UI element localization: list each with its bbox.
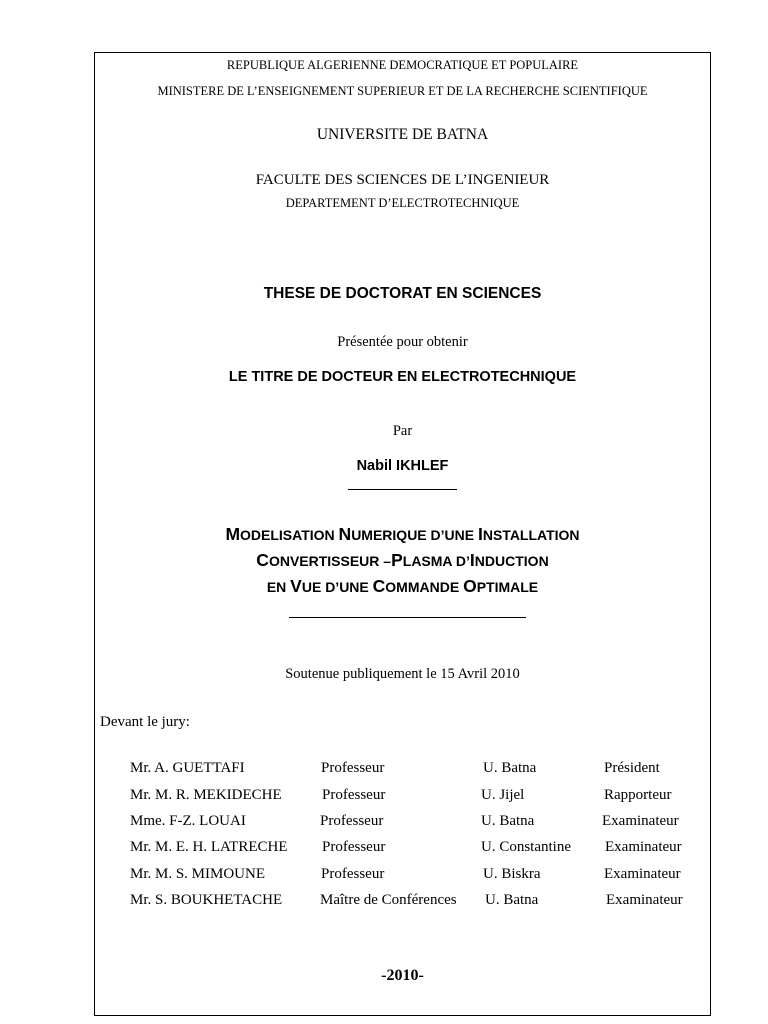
jury-university: U. Jijel (481, 787, 525, 803)
jury-row (0, 839, 768, 861)
author-underline (348, 489, 457, 490)
jury-role: Examinateur (606, 892, 683, 908)
jury-rank: Professeur (322, 787, 386, 803)
faculty-name: FACULTE DES SCIENCES DE L’INGENIEUR (255, 172, 550, 188)
presented-for: Présentée pour obtenir (337, 334, 468, 350)
jury-university: U. Biskra (483, 866, 541, 882)
jury-name: Mr. M. R. MEKIDECHE (130, 787, 282, 803)
jury-row (0, 866, 768, 888)
defense-date: Soutenue publiquement le 15 Avril 2010 (285, 666, 520, 682)
by-label: Par (392, 423, 413, 439)
jury-role: Président (604, 760, 660, 776)
jury-rank: Professeur (321, 866, 385, 882)
jury-role: Examinateur (604, 866, 681, 882)
ministry-heading: MINISTERE DE L’ENSEIGNEMENT SUPERIEUR ET DE LA RECHERCHE SCIENTIFIQUE (157, 84, 648, 98)
jury-role: Rapporteur (604, 787, 672, 803)
jury-name: Mr. M. S. MIMOUNE (130, 866, 266, 882)
degree-title: LE TITRE DE DOCTEUR EN ELECTROTECHNIQUE (228, 369, 577, 385)
university-name: UNIVERSITE DE BATNA (316, 126, 489, 143)
jury-row (0, 787, 768, 809)
jury-name: Mr. S. BOUKHETACHE (130, 892, 283, 908)
jury-row (0, 760, 768, 782)
thesis-title-line-2: CONVERTISSEUR –PLASMA D’INDUCTION (256, 550, 549, 570)
jury-university: U. Constantine (481, 839, 571, 855)
republic-heading: REPUBLIQUE ALGERIENNE DEMOCRATIQUE ET POPULAIRE (226, 58, 579, 72)
jury-university: U. Batna (485, 892, 539, 908)
thesis-title-line-3: EN VUE D’UNE COMMANDE OPTIMALE (266, 576, 539, 596)
jury-university: U. Batna (481, 813, 535, 829)
jury-name: Mme. F-Z. LOUAI (130, 813, 246, 829)
author-name: Nabil IKHLEF (356, 458, 449, 474)
jury-rank: Professeur (321, 760, 385, 776)
jury-university: U. Batna (483, 760, 537, 776)
thesis-title-line-1: MODELISATION NUMERIQUE D’UNE INSTALLATION (225, 524, 580, 544)
jury-role: Examinateur (605, 839, 682, 855)
jury-rank: Maître de Conférences (320, 892, 457, 908)
department-name: DEPARTEMENT D’ELECTROTECHNIQUE (285, 196, 520, 210)
jury-rank: Professeur (320, 813, 384, 829)
thesis-type: THESE DE DOCTORAT EN SCIENCES (263, 285, 542, 302)
jury-row (0, 892, 768, 914)
jury-label: Devant le jury: (100, 714, 190, 730)
jury-name: Mr. M. E. H. LATRECHE (130, 839, 288, 855)
jury-name: Mr. A. GUETTAFI (130, 760, 245, 776)
jury-row (0, 813, 768, 835)
jury-role: Examinateur (602, 813, 679, 829)
footer-year: -2010- (381, 967, 424, 984)
title-underline (289, 617, 526, 618)
jury-rank: Professeur (322, 839, 386, 855)
